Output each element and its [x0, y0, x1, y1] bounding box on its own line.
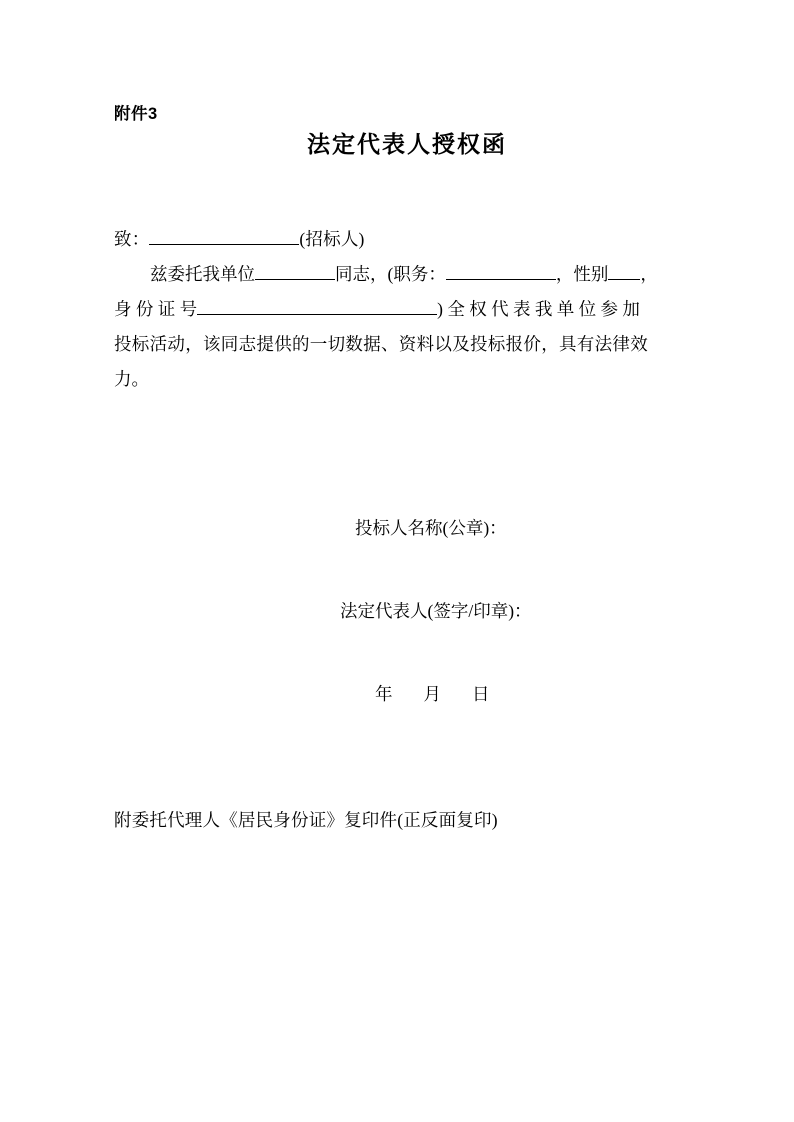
- entrust-text-1: 兹委托我单位: [150, 264, 255, 284]
- day-label: 日: [472, 684, 491, 704]
- page-title: 法定代表人授权函: [307, 131, 507, 157]
- authorization-line-4: 力。: [114, 369, 149, 389]
- month-label: 月: [423, 684, 442, 704]
- entrust-text-3: ，性别: [555, 264, 609, 284]
- addressee-line: [114, 222, 684, 257]
- id-label: 身 份 证 号: [114, 299, 198, 319]
- gender-blank[interactable]: [608, 260, 640, 280]
- addressee-suffix: (招标人): [299, 229, 365, 249]
- authorization-line-3: 投标活动，该同志提供的一切数据、资料以及投标报价，具有法律效: [114, 334, 648, 354]
- year-label: 年: [375, 684, 394, 704]
- attachment-label: 附件3: [114, 105, 158, 123]
- entrust-text-2: 同志，(职务：: [335, 264, 446, 284]
- authorization-line-1: [114, 257, 684, 292]
- id-suffix-text: ) 全 权 代 表 我 单 位 参 加: [437, 299, 640, 319]
- date-line: [0, 676, 794, 712]
- duty-blank[interactable]: [446, 260, 556, 280]
- addressee-label: 致：: [114, 229, 150, 249]
- footer-note: 附委托代理人《居民身份证》复印件(正反面复印): [114, 810, 498, 830]
- letter-body: [114, 222, 684, 397]
- authorization-line-2: [114, 292, 684, 327]
- delegate-name-blank[interactable]: [255, 260, 335, 280]
- id-number-blank[interactable]: [197, 295, 437, 315]
- bidder-name-line: 投标人名称(公章)：: [355, 518, 507, 538]
- addressee-blank[interactable]: [149, 225, 299, 245]
- entrust-text-4: ，: [640, 264, 658, 284]
- legal-rep-line: 法定代表人(签字/印章)：: [340, 601, 532, 621]
- signature-block: [0, 510, 794, 712]
